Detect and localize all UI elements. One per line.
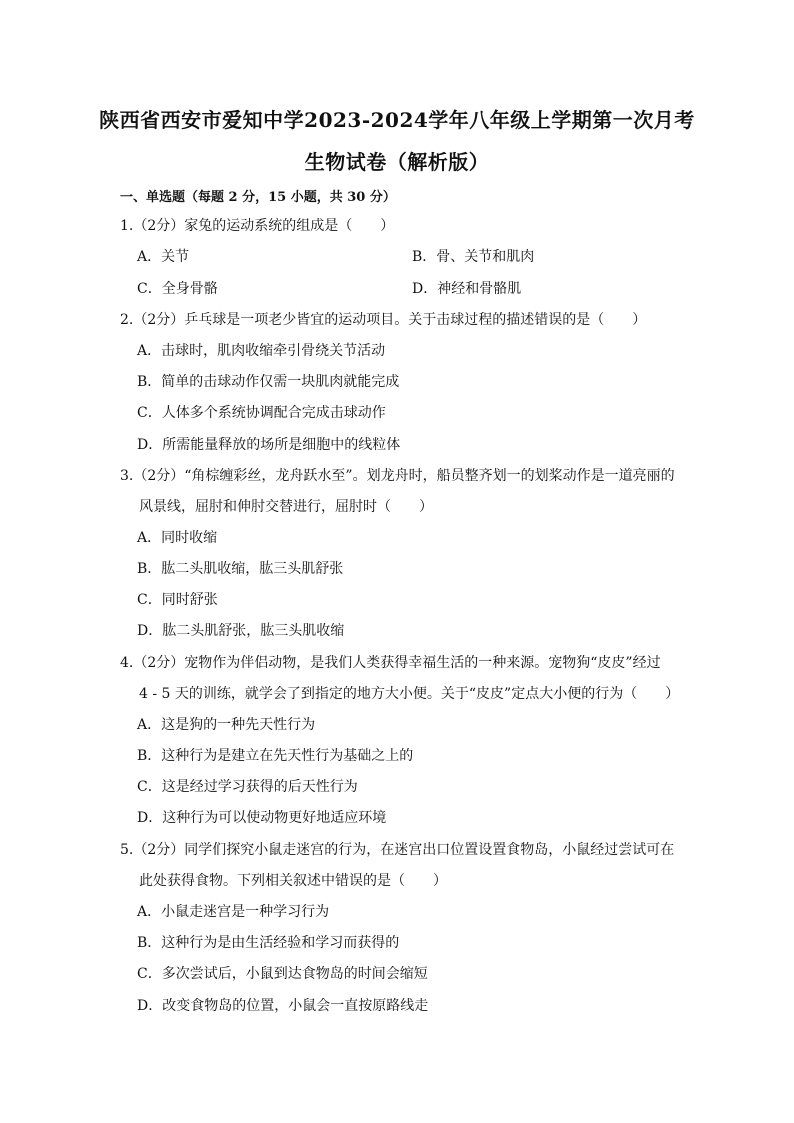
option-d: D．所需能量释放的场所是细胞中的线粒体 <box>137 437 401 453</box>
option-c: C．同时舒张 <box>137 592 218 608</box>
option-a: A．同时收缩 <box>137 530 218 546</box>
option-c: C．人体多个系统协调配合完成击球动作 <box>137 405 386 421</box>
question-stem-continued: 此处获得食物。下列相关叙述中错误的是（ ） <box>139 873 447 889</box>
option-b: B．这种行为是由生活经验和学习而获得的 <box>137 935 400 951</box>
exam-title-line-1: 陕西省西安市爱知中学2023-2024学年八年级上学期第一次月考 <box>99 108 695 132</box>
option-b: B．简单的击球动作仅需一块肌肉就能完成 <box>137 374 400 390</box>
section-heading: 一、单选题（每题 2 分，15 小题，共 30 分） <box>120 190 396 205</box>
question-stem: 3.（2分）“角棕缠彩丝，龙舟跃水至”。划龙舟时，船员整齐划一的划桨动作是一道亮丽的 <box>120 468 675 484</box>
exam-title-line-2: 生物试卷（解析版） <box>304 150 490 174</box>
option-b: B．这种行为是建立在先天性行为基础之上的 <box>137 748 414 764</box>
question-stem-continued: 风景线，屈肘和伸肘交替进行，屈肘时（ ） <box>139 499 433 515</box>
option-c: C．这是经过学习获得的后天性行为 <box>137 779 358 795</box>
question-stem: 1.（2分）家兔的运动系统的组成是（ ） <box>120 218 395 234</box>
option-d: D．改变食物岛的位置，小鼠会一直按原路线走 <box>137 998 429 1014</box>
question-stem: 5.（2分）同学们探究小鼠走迷宫的行为，在迷宫出口位置设置食物岛，小鼠经过尝试可在 <box>120 842 675 858</box>
question-stem-continued: 4 - 5 天的训练，就学会了到指定的地方大小便。关于“皮皮”定点大小便的行为（ ） <box>139 686 680 702</box>
option-d: D．肱二头肌舒张，肱三头肌收缩 <box>137 623 345 639</box>
option-c: C．多次尝试后，小鼠到达食物岛的时间会缩短 <box>137 966 428 982</box>
option-d: D．这种行为可以使动物更好地适应环境 <box>137 810 387 826</box>
option-b: B．骨、关节和肌肉 <box>412 249 535 265</box>
option-b: B．肱二头肌收缩，肱三头肌舒张 <box>137 561 344 577</box>
option-a: A．关节 <box>137 249 190 265</box>
option-a: A．击球时，肌肉收缩牵引骨绕关节活动 <box>137 343 386 359</box>
option-a: A．小鼠走迷宫是一种学习行为 <box>137 904 330 920</box>
option-c: C．全身骨骼 <box>137 281 218 297</box>
question-stem: 2.（2分）乒乓球是一项老少皆宜的运动项目。关于击球过程的描述错误的是（ ） <box>120 312 647 328</box>
question-stem: 4.（2分）宠物作为伴侣动物，是我们人类获得幸福生活的一种来源。宠物狗“皮皮”经过 <box>120 655 661 671</box>
option-d: D．神经和骨骼肌 <box>412 281 522 297</box>
option-a: A．这是狗的一种先天性行为 <box>137 717 316 733</box>
